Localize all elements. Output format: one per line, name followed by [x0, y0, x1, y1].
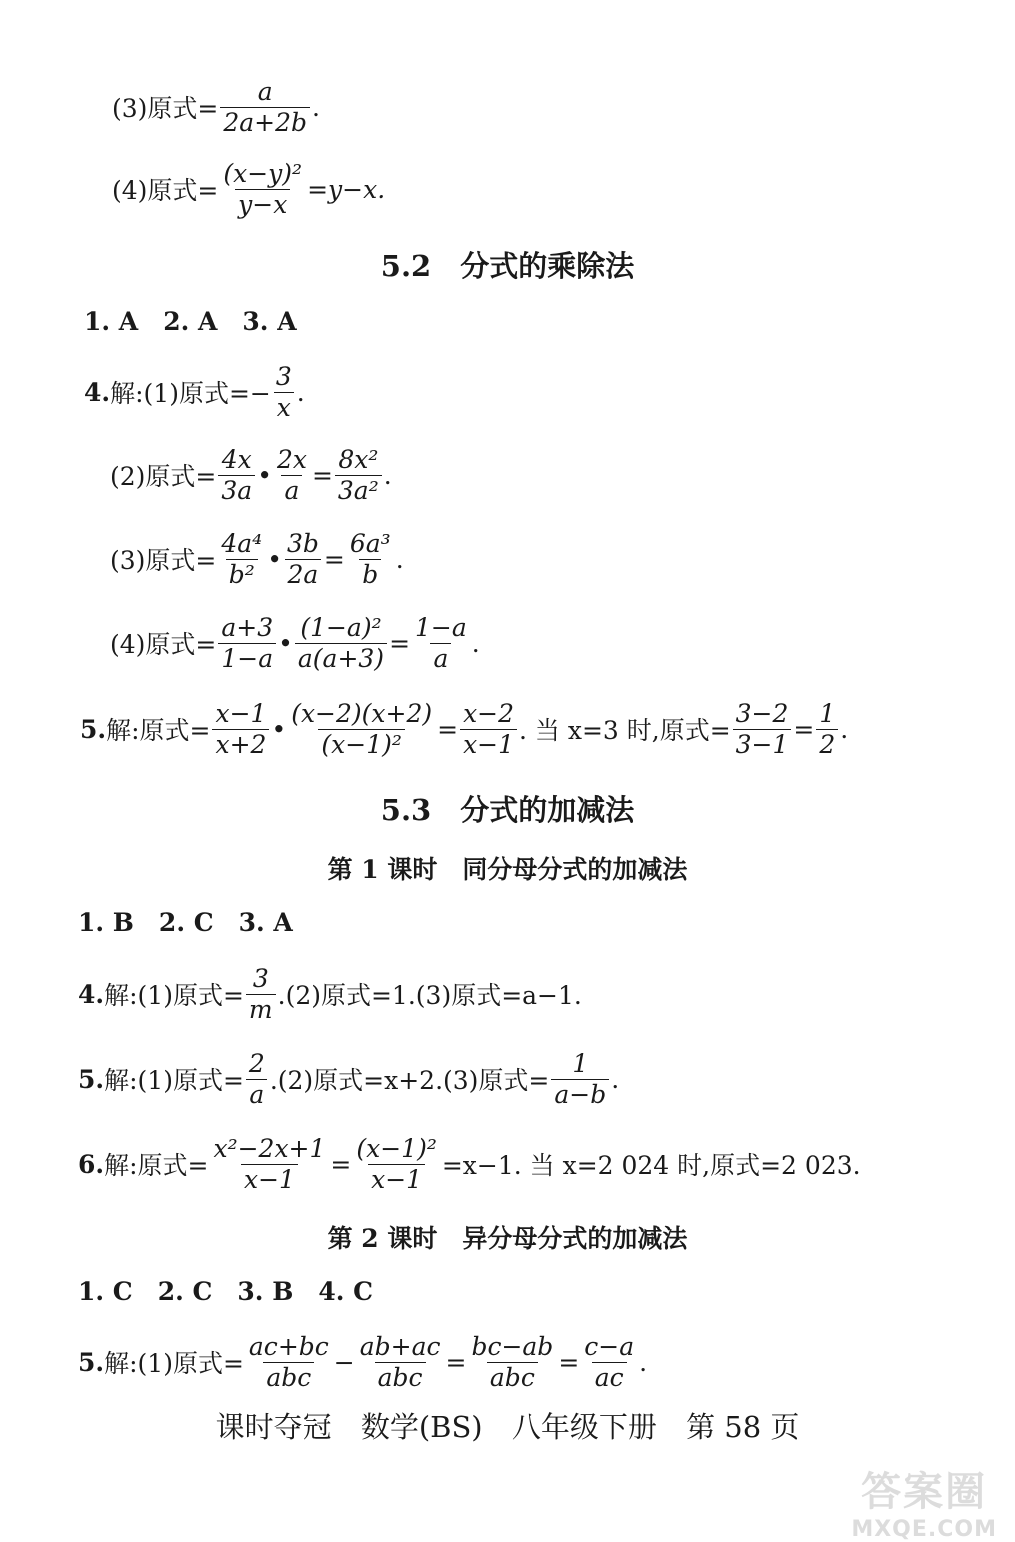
- numerator: 1: [819, 699, 836, 728]
- fraction: [353, 1135, 439, 1193]
- numerator: 6a³: [349, 529, 391, 558]
- equals-sign: =: [793, 714, 815, 744]
- question-number: 4.: [78, 979, 105, 1009]
- item-end: .: [395, 544, 404, 574]
- footer-book: 课时夺冠: [215, 1410, 332, 1444]
- fraction: [218, 530, 265, 588]
- fraction: [220, 78, 310, 136]
- equals-sign: =: [323, 544, 345, 574]
- footer-page: 第 58 页: [686, 1410, 800, 1444]
- s52-q5: [80, 700, 848, 758]
- question-number: 5.: [78, 1064, 105, 1094]
- item-label: 解:(1)原式=: [104, 1349, 244, 1378]
- page-footer: [0, 1405, 1015, 1446]
- question-number: 5.: [78, 1347, 105, 1377]
- section-title-5-2: 5.2 分式的乘除法: [380, 249, 635, 283]
- footer-subject: 数学(BS): [360, 1410, 483, 1444]
- item-end: .: [639, 1347, 648, 1377]
- denominator: a: [281, 475, 302, 505]
- denominator: abc: [263, 1362, 314, 1392]
- fraction: [295, 614, 387, 672]
- denominator: 3−1: [733, 729, 792, 759]
- top-item-3: [112, 78, 320, 136]
- numerator: 8x²: [338, 445, 379, 474]
- denominator: 3a²: [335, 475, 382, 505]
- denominator: b²: [226, 559, 258, 589]
- denominator: b: [359, 559, 381, 589]
- numerator: x−1: [215, 699, 267, 728]
- numerator: c−a: [584, 1332, 635, 1361]
- fraction: [551, 1050, 609, 1108]
- denominator: x+2: [212, 729, 269, 759]
- l2-choice-answers: [78, 1272, 373, 1308]
- numerator: 4x: [221, 445, 252, 474]
- fraction: [335, 446, 382, 504]
- footer-grade: 八年级下册: [511, 1410, 657, 1444]
- fraction: [274, 446, 310, 504]
- numerator: x−2: [463, 699, 515, 728]
- watermark-line1: 答案圈: [861, 1469, 988, 1515]
- fraction: [581, 1333, 637, 1391]
- numerator: (1−a)²: [300, 613, 382, 642]
- numerator: ac+bc: [248, 1332, 329, 1361]
- l1-choice-answers: [78, 903, 293, 939]
- minus-sign: −: [333, 1347, 355, 1377]
- fraction: [218, 614, 276, 672]
- equals-sign: =: [389, 628, 411, 658]
- fraction: [218, 446, 255, 504]
- fraction: [460, 700, 517, 758]
- item-end: .: [840, 714, 849, 744]
- item-label: 解:原式=: [104, 1151, 209, 1180]
- numerator: a+3: [221, 613, 274, 642]
- fraction: [357, 1333, 444, 1391]
- denominator: 3a: [218, 475, 255, 505]
- numerator: 4a⁴: [221, 529, 263, 558]
- rest-text: .(2)原式=x+2.(3)原式=: [269, 1066, 550, 1095]
- denominator: (x−1)²: [318, 729, 404, 759]
- item-end: .: [383, 460, 392, 490]
- s52-choice-answers: [84, 302, 297, 338]
- dot-operator: •: [278, 628, 293, 658]
- denominator: ac: [592, 1362, 627, 1392]
- numerator: bc−ab: [471, 1332, 554, 1361]
- fraction: [212, 700, 269, 758]
- denominator: a−b: [551, 1079, 609, 1109]
- l1-q4: [78, 965, 582, 1023]
- denominator: x−1: [368, 1164, 425, 1194]
- lesson-2-title: 第 2 课时 异分母分式的加减法: [327, 1224, 688, 1253]
- condition-text: . 当 x=3 时,原式=: [519, 716, 731, 745]
- s52-q4-1: [84, 363, 305, 421]
- equals-sign: =: [437, 714, 459, 744]
- denominator: abc: [487, 1362, 538, 1392]
- equals-sign: =: [445, 1347, 467, 1377]
- item-end: =y−x.: [307, 174, 386, 204]
- item-label: 解:(1)原式=−: [110, 379, 271, 408]
- item-label: (4)原式=: [110, 630, 217, 659]
- item-end: .: [611, 1064, 620, 1094]
- top-item-4: [112, 160, 385, 218]
- numerator: 3b: [286, 529, 319, 558]
- denominator: x−1: [460, 729, 517, 759]
- equals-sign: =: [558, 1347, 580, 1377]
- s52-q4-3: [110, 530, 404, 588]
- denominator: a(a+3): [295, 643, 387, 673]
- l1-q5: [78, 1050, 619, 1108]
- denominator: m: [246, 994, 276, 1024]
- answer-text: 1. A 2. A 3. A: [84, 307, 297, 336]
- l2-q5: [78, 1333, 647, 1391]
- denominator: 2: [816, 729, 838, 759]
- watermark-logo: [851, 1460, 997, 1542]
- s52-q4-4: [110, 614, 480, 672]
- denominator: x: [274, 392, 294, 422]
- numerator: 2: [248, 1049, 265, 1078]
- fraction: [347, 530, 394, 588]
- numerator: (x−1)²: [356, 1134, 437, 1163]
- dot-operator: •: [267, 544, 282, 574]
- question-number: 6.: [78, 1149, 105, 1179]
- item-end: .: [296, 377, 305, 407]
- fraction: [412, 614, 470, 672]
- dot-operator: •: [257, 460, 272, 490]
- item-label: 解:(1)原式=: [104, 981, 244, 1010]
- item-label: (3)原式=: [110, 546, 217, 575]
- fraction: [816, 700, 838, 758]
- numerator: 1: [572, 1049, 589, 1078]
- numerator: 3: [275, 362, 292, 391]
- lesson-1-title: 第 1 课时 同分母分式的加减法: [327, 855, 688, 884]
- numerator: (x−y)²: [223, 159, 303, 188]
- item-label: 解:原式=: [106, 716, 211, 745]
- fraction: [288, 700, 435, 758]
- item-label: (2)原式=: [110, 462, 217, 491]
- dot-operator: •: [271, 714, 287, 744]
- equals-sign: =: [311, 460, 333, 490]
- item-label: (3)原式=: [112, 94, 219, 123]
- denominator: abc: [375, 1362, 426, 1392]
- denominator: 2a: [285, 559, 322, 589]
- numerator: 1−a: [415, 613, 467, 642]
- fraction: [246, 1050, 268, 1108]
- equals-sign: =: [330, 1149, 352, 1179]
- question-number: 4.: [84, 377, 111, 407]
- denominator: x−1: [241, 1164, 298, 1194]
- question-number: 5.: [80, 714, 107, 744]
- s52-q4-2: [110, 446, 392, 504]
- item-end: .: [471, 628, 480, 658]
- denominator: 1−a: [218, 643, 276, 673]
- denominator: a: [430, 643, 451, 673]
- l1-q6: [78, 1135, 861, 1193]
- watermark-line2: MXQE.COM: [851, 1517, 997, 1542]
- section-title-5-3: 5.3 分式的加减法: [380, 793, 635, 827]
- item-end: .: [312, 92, 320, 122]
- rest-text: =x−1. 当 x=2 024 时,原式=2 023.: [441, 1151, 861, 1180]
- fraction: [733, 700, 792, 758]
- fraction: [220, 160, 305, 218]
- fraction: [246, 965, 276, 1023]
- item-label: (4)原式=: [112, 176, 219, 205]
- numerator: x²−2x+1: [213, 1134, 326, 1163]
- denominator: y−x: [235, 189, 290, 219]
- denominator: a: [246, 1079, 267, 1109]
- rest-text: .(2)原式=1.(3)原式=a−1.: [277, 981, 582, 1010]
- item-label: 解:(1)原式=: [104, 1066, 244, 1095]
- fraction: [468, 1333, 556, 1391]
- numerator: ab+ac: [359, 1332, 441, 1361]
- answer-text: 1. C 2. C 3. B 4. C: [78, 1277, 374, 1306]
- numerator: 2x: [276, 445, 307, 474]
- denominator: 2a+2b: [220, 107, 310, 137]
- fraction: [284, 530, 322, 588]
- numerator: a: [257, 77, 273, 106]
- numerator: 3−2: [735, 699, 789, 728]
- fraction: [273, 363, 295, 421]
- numerator: (x−2)(x+2): [291, 699, 433, 728]
- fraction: [246, 1333, 332, 1391]
- fraction: [210, 1135, 328, 1193]
- answer-text: 1. B 2. C 3. A: [78, 908, 293, 937]
- numerator: 3: [252, 964, 269, 993]
